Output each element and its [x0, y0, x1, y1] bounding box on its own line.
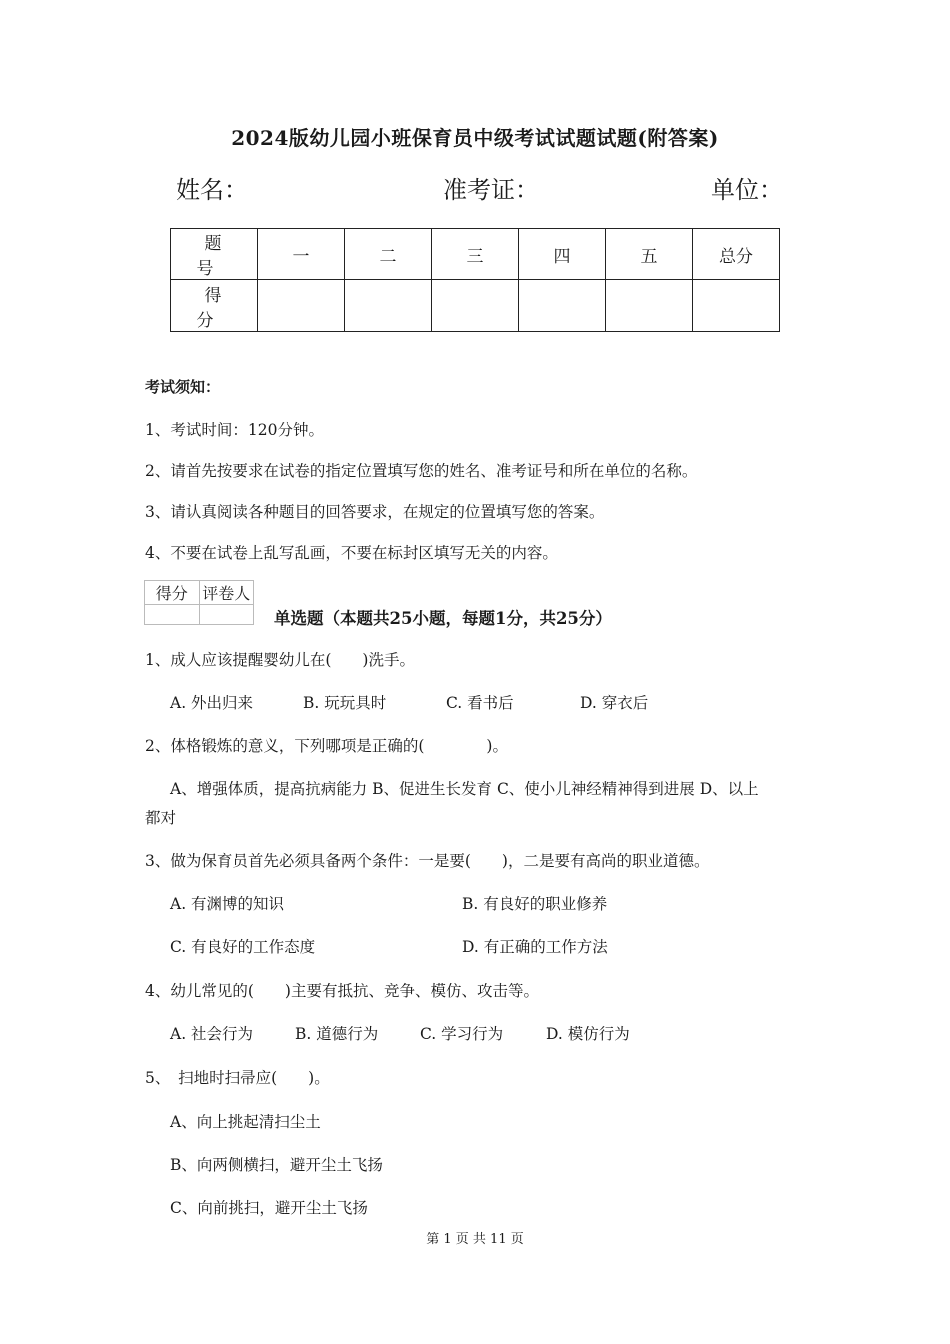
column-header: 四 [519, 229, 606, 280]
score-row-label: 得 分 [171, 280, 258, 332]
unit-field-label: 单位： [711, 176, 783, 204]
page-footer: 第 1 页 共 11 页 [426, 1232, 524, 1247]
question-stem: 1、成人应该提醒婴幼儿在( )洗手。 [145, 651, 415, 669]
notice-item: 1、考试时间：120分钟。 [145, 421, 324, 439]
question-number-label: 题 号 [171, 229, 258, 280]
grader-score-cell [145, 605, 200, 625]
question-option: D. 穿衣后 [580, 694, 649, 712]
notice-item: 4、不要在试卷上乱写乱画，不要在标封区填写无关的内容。 [145, 544, 558, 562]
score-cell [258, 280, 345, 332]
question-option: C. 看书后 [446, 694, 514, 712]
score-cell [519, 280, 606, 332]
score-cell [345, 280, 432, 332]
score-cell [693, 280, 780, 332]
grader-name-cell [199, 605, 254, 625]
question-option: C、向前挑扫，避开尘土飞扬 [170, 1199, 368, 1217]
grader-box [144, 580, 254, 625]
question-option: B. 有良好的职业修养 [462, 895, 608, 913]
page-title: 2024版幼儿园小班保育员中级考试试题试题(附答案) [231, 126, 719, 150]
notice-heading: 考试须知： [145, 378, 221, 396]
question-stem: 3、做为保育员首先必须具备两个条件：一是要( )，二是要有高尚的职业道德。 [145, 852, 710, 870]
question-option: A. 有渊博的知识 [170, 895, 285, 913]
column-header: 五 [606, 229, 693, 280]
question-option: B、向两侧横扫，避开尘土飞扬 [170, 1156, 383, 1174]
question-stem: 2、体格锻炼的意义，下列哪项是正确的( )。 [145, 737, 508, 755]
question-options-line: 都对 [145, 809, 177, 827]
question-option: D. 有正确的工作方法 [462, 938, 608, 956]
question-option: B. 道德行为 [295, 1025, 379, 1043]
section-title: 单选题（本题共25小题，每题1分，共25分） [274, 609, 612, 628]
notice-item: 3、请认真阅读各种题目的回答要求，在规定的位置填写您的答案。 [145, 503, 605, 521]
score-table-score-row [171, 280, 780, 332]
grader-score-label: 得分 [145, 581, 200, 605]
question-stem: 5、 扫地时扫帚应( )。 [145, 1069, 330, 1087]
score-table-header-row [171, 229, 780, 280]
question-option: D. 模仿行为 [546, 1025, 630, 1043]
notice-item: 2、请首先按要求在试卷的指定位置填写您的姓名、准考证号和所在单位的名称。 [145, 462, 698, 480]
question-option: C. 学习行为 [420, 1025, 504, 1043]
question-option: A. 外出归来 [170, 694, 254, 712]
question-options-line: A、增强体质，提高抗病能力 B、促进生长发育 C、使小儿神经精神得到进展 D、以上 [170, 780, 759, 798]
column-header: 二 [345, 229, 432, 280]
exam-id-field-label: 准考证： [443, 176, 539, 204]
score-cell [606, 280, 693, 332]
column-header: 一 [258, 229, 345, 280]
column-header: 总分 [693, 229, 780, 280]
name-field-label: 姓名： [176, 176, 248, 204]
question-option: C. 有良好的工作态度 [170, 938, 316, 956]
column-header: 三 [432, 229, 519, 280]
score-table [170, 228, 780, 332]
grader-name-label: 评卷人 [199, 581, 254, 605]
question-option: A、向上挑起清扫尘土 [170, 1113, 321, 1131]
question-stem: 4、幼儿常见的( )主要有抵抗、竞争、模仿、攻击等。 [145, 982, 539, 1000]
score-cell [432, 280, 519, 332]
question-option: A. 社会行为 [170, 1025, 254, 1043]
question-option: B. 玩玩具时 [303, 694, 387, 712]
